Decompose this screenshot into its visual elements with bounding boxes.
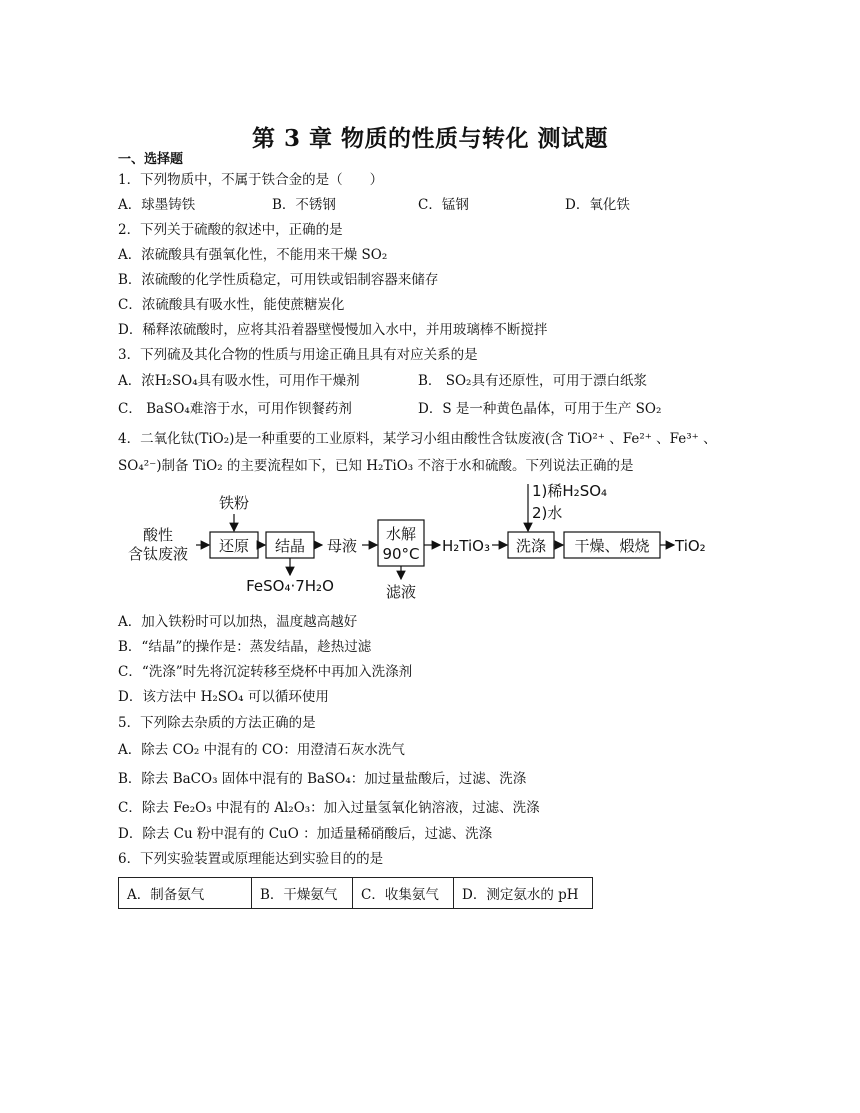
- flow-step-crystallize: 结晶: [274, 537, 306, 555]
- flow-step-wash: 洗涤: [515, 537, 547, 555]
- q6-option-b: B．干燥氨气: [252, 878, 353, 909]
- q4-option-c: C．“洗涤”时先将沉淀转移至烧杯中再加入洗涤剂: [118, 664, 413, 680]
- q2-stem: 2．下列关于硫酸的叙述中，正确的是: [118, 222, 343, 238]
- flow-wash-reagent-1: 1)稀H₂SO₄: [532, 482, 608, 500]
- flow-filtrate: 滤液: [385, 583, 417, 601]
- q3-option-d: D．S 是一种黄色晶体，可用于生产 SO₂: [418, 401, 662, 417]
- flow-mother-liquor: 母液: [326, 537, 358, 555]
- q1-option-b: B．不锈钢: [272, 197, 336, 213]
- q6-option-d: D．测定氨水的 pH: [454, 878, 593, 909]
- q4-stem-line2: SO₄²⁻)制备 TiO₂ 的主要流程如下，已知 H₂TiO₃ 不溶于水和硫酸。下列说法正确的是: [118, 458, 634, 474]
- q5-stem: 5．下列除去杂质的方法正确的是: [118, 715, 316, 731]
- q3-option-a: A．浓H₂SO₄具有吸水性，可用作干燥剂: [118, 373, 360, 389]
- flow-step-dry: 干燥、煅烧: [574, 537, 650, 555]
- q3-option-b: B． SO₂具有还原性，可用于漂白纸浆: [418, 373, 647, 389]
- q5-option-c: C．除去 Fe₂O₃ 中混有的 Al₂O₃：加入过量氢氧化钠溶液，过滤、洗涤: [118, 800, 540, 816]
- q2-option-c: C．浓硫酸具有吸水性，能使蔗糖炭化: [118, 297, 345, 313]
- flow-step-temp: 90°C: [382, 545, 420, 563]
- flow-reagent-iron: 铁粉: [218, 494, 250, 512]
- flow-input-line2: 含钛废液: [127, 545, 189, 563]
- flow-byproduct: FeSO₄·7H₂O: [246, 577, 334, 595]
- flow-step-reduce: 还原: [218, 537, 250, 555]
- q4-option-b: B．“结晶”的操作是：蒸发结晶，趁热过滤: [118, 639, 372, 655]
- page-title: 第 3 章 物质的性质与转化 测试题: [251, 125, 609, 152]
- q1-option-a: A．球墨铸铁: [118, 197, 196, 213]
- flow-output: TiO₂: [675, 537, 706, 555]
- flow-step-hydrolysis: 水解: [385, 525, 417, 543]
- q2-option-b: B．浓硫酸的化学性质稳定，可用铁或铝制容器来储存: [118, 272, 439, 288]
- q4-option-a: A．加入铁粉时可以加热，温度越高越好: [118, 614, 358, 630]
- flow-input-line1: 酸性: [142, 526, 174, 544]
- q1-option-c: C．锰钢: [418, 197, 469, 213]
- q3-option-c: C． BaSO₄难溶于水，可用作钡餐药剂: [118, 401, 352, 417]
- q5-option-b: B．除去 BaCO₃ 固体中混有的 BaSO₄：加过量盐酸后，过滤、洗涤: [118, 771, 527, 787]
- q2-option-a: A．浓硫酸具有强氧化性，不能用来干燥 SO₂: [118, 247, 388, 263]
- q6-options-table: [118, 877, 593, 909]
- q1-option-d: D．氧化铁: [565, 197, 630, 213]
- flow-intermediate: H₂TiO₃: [442, 537, 490, 555]
- section-heading: 一、选择题: [118, 152, 184, 167]
- q2-option-d: D．稀释浓硫酸时，应将其沿着器壁慢慢加入水中，并用玻璃棒不断搅拌: [118, 322, 548, 338]
- q4-stem-line1: 4．二氧化钛(TiO₂)是一种重要的工业原料，某学习小组由酸性含钛废液(含 TiO²⁺ 、Fe²⁺ 、Fe³⁺ 、: [118, 431, 717, 447]
- q6-stem: 6．下列实验装置或原理能达到实验目的的是: [118, 851, 384, 867]
- table-row: [119, 878, 593, 909]
- q1-stem: 1．下列物质中，不属于铁合金的是（ ）: [118, 172, 384, 188]
- flow-wash-reagent-2: 2)水: [532, 504, 563, 522]
- q6-option-c: C．收集氨气: [353, 878, 454, 909]
- q4-flow-diagram: [118, 480, 718, 605]
- q4-option-d: D．该方法中 H₂SO₄ 可以循环使用: [118, 689, 329, 705]
- q5-option-a: A．除去 CO₂ 中混有的 CO：用澄清石灰水洗气: [118, 742, 405, 758]
- q3-stem: 3．下列硫及其化合物的性质与用途正确且具有对应关系的是: [118, 347, 478, 363]
- q6-option-a: A．制备氨气: [119, 878, 252, 909]
- q5-option-d: D．除去 Cu 粉中混有的 CuO ：加适量稀硝酸后，过滤、洗涤: [118, 826, 493, 842]
